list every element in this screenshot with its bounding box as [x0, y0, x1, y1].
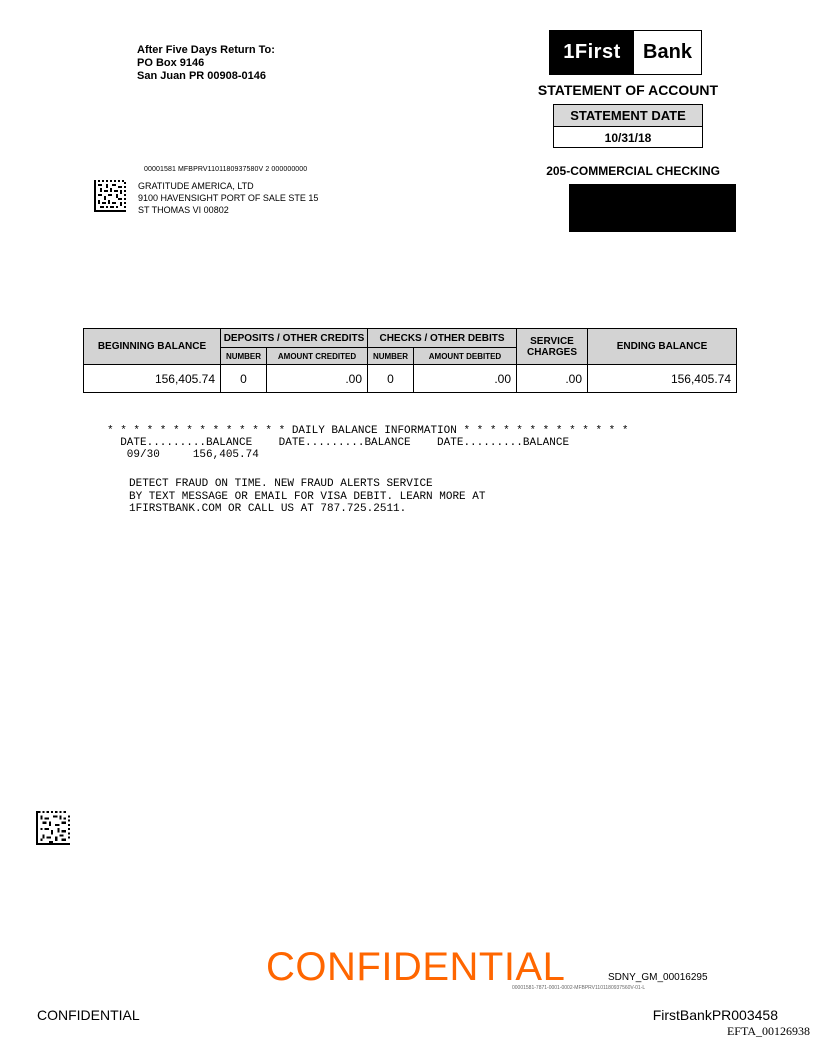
statement-date-box [553, 104, 703, 148]
fraud-notice-line3: 1FIRSTBANK.COM OR CALL US AT 787.725.2511. [129, 503, 407, 515]
daily-balance-columns: DATE.........BALANCE DATE.........BALANCE DATE.........BALANCE [107, 437, 570, 449]
confidential-stamp: CONFIDENTIAL [266, 945, 566, 989]
ending-balance-value: 156,405.74 [588, 365, 737, 393]
daily-balance-section [107, 425, 629, 461]
mail-code: 00001581 MFBPRV1101180937580V 2 000000000 [144, 166, 308, 173]
daily-balance-row: 09/30 156,405.74 [107, 449, 259, 461]
amount-debited-value: .00 [414, 365, 517, 393]
amount-debited-header: AMOUNT DEBITED [414, 348, 517, 365]
sdny-bates-number: SDNY_GM_00016295 [608, 972, 708, 983]
firstbank-bates-number: FirstBankPR003458 [652, 1007, 778, 1023]
beginning-balance-value: 156,405.74 [84, 365, 221, 393]
deposits-number-value: 0 [221, 365, 267, 393]
amount-credited-header: AMOUNT CREDITED [267, 348, 368, 365]
checks-number-header: NUMBER [368, 348, 414, 365]
statement-title: STATEMENT OF ACCOUNT [537, 82, 719, 98]
confidential-label: CONFIDENTIAL [37, 1007, 140, 1023]
checks-header: CHECKS / OTHER DEBITS [368, 329, 517, 348]
beginning-balance-header: BEGINNING BALANCE [84, 329, 221, 365]
address-2d-barcode-icon [94, 180, 126, 212]
service-charges-header: SERVICE CHARGES [517, 329, 588, 365]
statement-date-value: 10/31/18 [604, 130, 652, 145]
daily-balance-header: * * * * * * * * * * * * * * DAILY BALANCE INFORMATION * * * * * * * * * * * * * [107, 425, 629, 437]
logo-left: 1First [550, 31, 634, 74]
return-address-line3: San Juan PR 00908-0146 [137, 70, 267, 82]
return-address-line1: After Five Days Return To: [137, 44, 275, 56]
logo-right: Bank [634, 31, 701, 74]
page-2d-barcode-icon [36, 811, 70, 845]
return-address [137, 44, 275, 83]
redaction-block [569, 184, 736, 232]
deposits-header: DEPOSITS / OTHER CREDITS [221, 329, 368, 348]
balance-summary-table [83, 328, 737, 393]
statement-date-label: STATEMENT DATE [554, 105, 702, 127]
ending-balance-header: ENDING BALANCE [588, 329, 737, 365]
service-charges-value: .00 [517, 365, 588, 393]
fraud-notice-line2: BY TEXT MESSAGE OR EMAIL FOR VISA DEBIT. LEARN MORE AT [129, 490, 486, 503]
checks-number-value: 0 [368, 365, 414, 393]
return-address-line2: PO Box 9146 [137, 57, 205, 69]
deposits-number-header: NUMBER [221, 348, 267, 365]
amount-credited-value: .00 [267, 365, 368, 393]
fraud-notice [129, 478, 485, 516]
bank-logo [549, 30, 702, 75]
fraud-notice-line1: DETECT FRAUD ON TIME. NEW FRAUD ALERTS SERVICE [129, 478, 433, 490]
addressee-city: ST THOMAS VI 00802 [138, 205, 229, 215]
account-type: 205-COMMERCIAL CHECKING [546, 164, 720, 178]
tiny-reference-code: 00001581-7871-0001-0002-MFBPRV1101180937560V-01-L [512, 985, 646, 991]
addressee-name: GRATITUDE AMERICA, LTD [138, 181, 254, 191]
efta-number: EFTA_00126938 [726, 1024, 810, 1038]
addressee-street: 9100 HAVENSIGHT PORT OF SALE STE 15 [138, 193, 319, 203]
addressee [138, 180, 318, 216]
